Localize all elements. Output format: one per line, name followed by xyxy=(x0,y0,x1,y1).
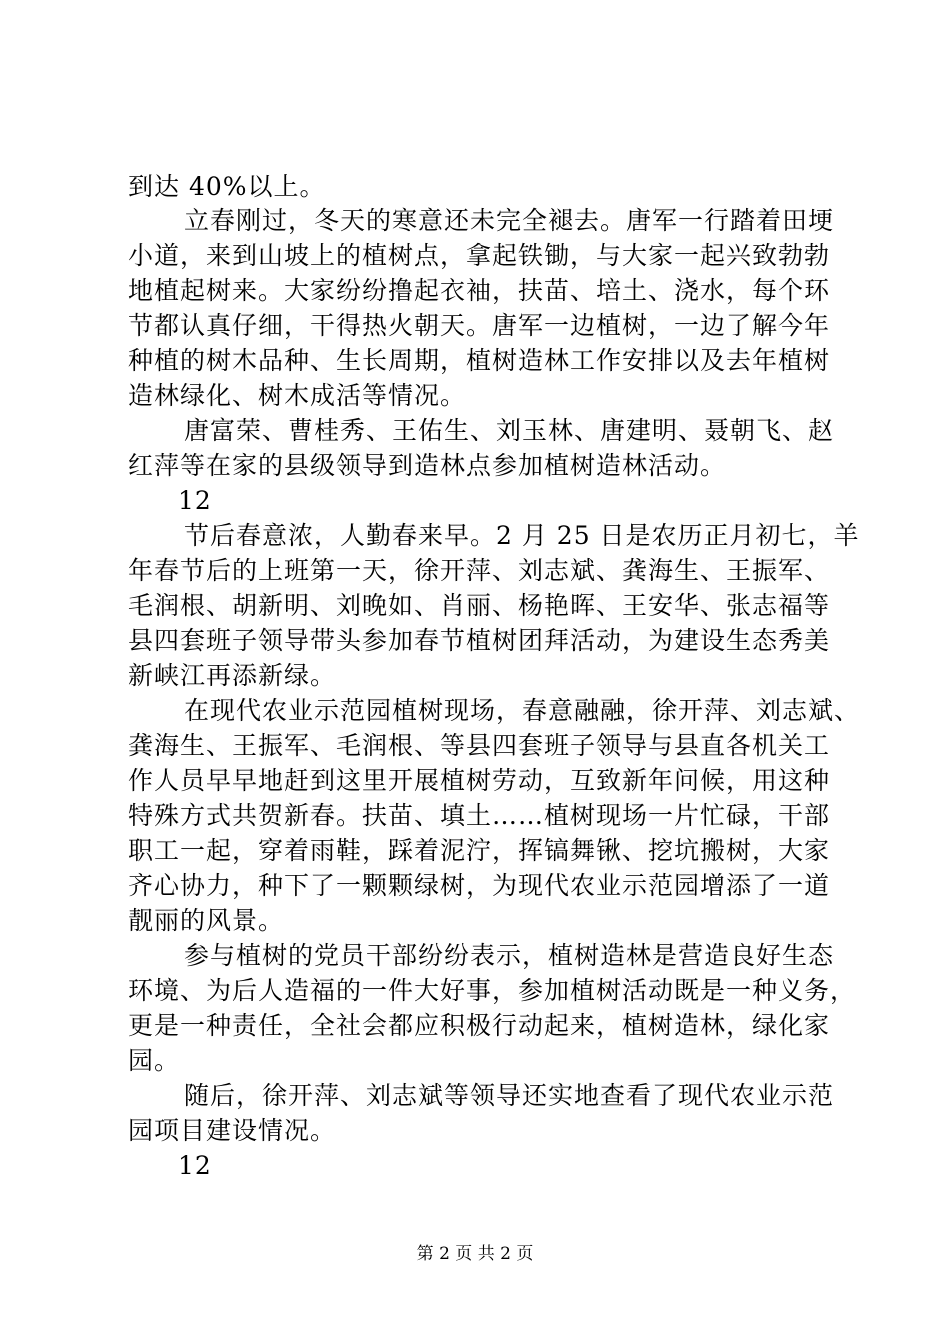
page-footer: 第 2 页 共 2 页 xyxy=(416,1244,534,1264)
paragraph-start-line: 随后，徐开萍、刘志斌等领导还实地查看了现代农业示范 xyxy=(184,1081,835,1110)
section-number: 12 xyxy=(178,1151,212,1180)
paragraph-start-line: 参与植树的党员干部纷纷表示，植树造林是营造良好生态 xyxy=(184,941,835,970)
text-line: 齐心协力，种下了一颗颗绿树，为现代农业示范园增添了一道 xyxy=(128,871,831,900)
text-line: 环境、为后人造福的一件大好事，参加植树活动既是一种义务， xyxy=(128,976,857,1005)
text-line: 毛润根、胡新明、刘晚如、肖丽、杨艳晖、王安华、张志福等 xyxy=(128,591,831,620)
text-line: 新峡江再添新绿。 xyxy=(128,661,337,690)
text-line: 作人员早早地赶到这里开展植树劳动，互致新年问候，用这种 xyxy=(128,766,831,795)
paragraph-start-line: 唐富荣、曹桂秀、王佑生、刘玉林、唐建明、聂朝飞、赵 xyxy=(184,416,835,445)
text-line: 龚海生、王振军、毛润根、等县四套班子领导与县直各机关工 xyxy=(128,731,831,760)
text-line: 红萍等在家的县级领导到造林点参加植树造林活动。 xyxy=(128,451,727,480)
text-line: 地植起树来。大家纷纷撸起衣袖，扶苗、培土、浇水，每个环 xyxy=(128,276,831,305)
paragraph-start-line: 在现代农业示范园植树现场，春意融融，徐开萍、刘志斌、 xyxy=(184,696,861,725)
text-line: 特殊方式共贺新春。扶苗、填土……植树现场一片忙碌，干部 xyxy=(128,801,831,830)
text-line: 年春节后的上班第一天，徐开萍、刘志斌、龚海生、王振军、 xyxy=(128,556,831,585)
text-line: 园项目建设情况。 xyxy=(128,1116,337,1145)
text-line: 靓丽的风景。 xyxy=(128,906,285,935)
text-line: 节都认真仔细，干得热火朝天。唐军一边植树，一边了解今年 xyxy=(128,311,831,340)
paragraph-start-line: 节后春意浓，人勤春来早。2 月 25 日是农历正月初七，羊 xyxy=(184,521,860,550)
text-line: 园。 xyxy=(128,1046,181,1075)
text-line: 小道，来到山坡上的植树点，拿起铁锄，与大家一起兴致勃勃 xyxy=(128,241,831,270)
text-line: 种植的树木品种、生长周期，植树造林工作安排以及去年植树 xyxy=(128,346,831,375)
text-line: 到达 40%以上。 xyxy=(128,172,326,201)
text-line: 更是一种责任，全社会都应积极行动起来，植树造林，绿化家 xyxy=(128,1011,831,1040)
text-line: 职工一起，穿着雨鞋，踩着泥泞，挥镐舞锹、挖坑搬树，大家 xyxy=(128,836,831,865)
paragraph-start-line: 立春刚过，冬天的寒意还未完全褪去。唐军一行踏着田埂 xyxy=(184,206,835,235)
text-line: 县四套班子领导带头参加春节植树团拜活动，为建设生态秀美 xyxy=(128,626,831,655)
text-line: 造林绿化、树木成活等情况。 xyxy=(128,381,467,410)
section-number: 12 xyxy=(178,486,212,515)
